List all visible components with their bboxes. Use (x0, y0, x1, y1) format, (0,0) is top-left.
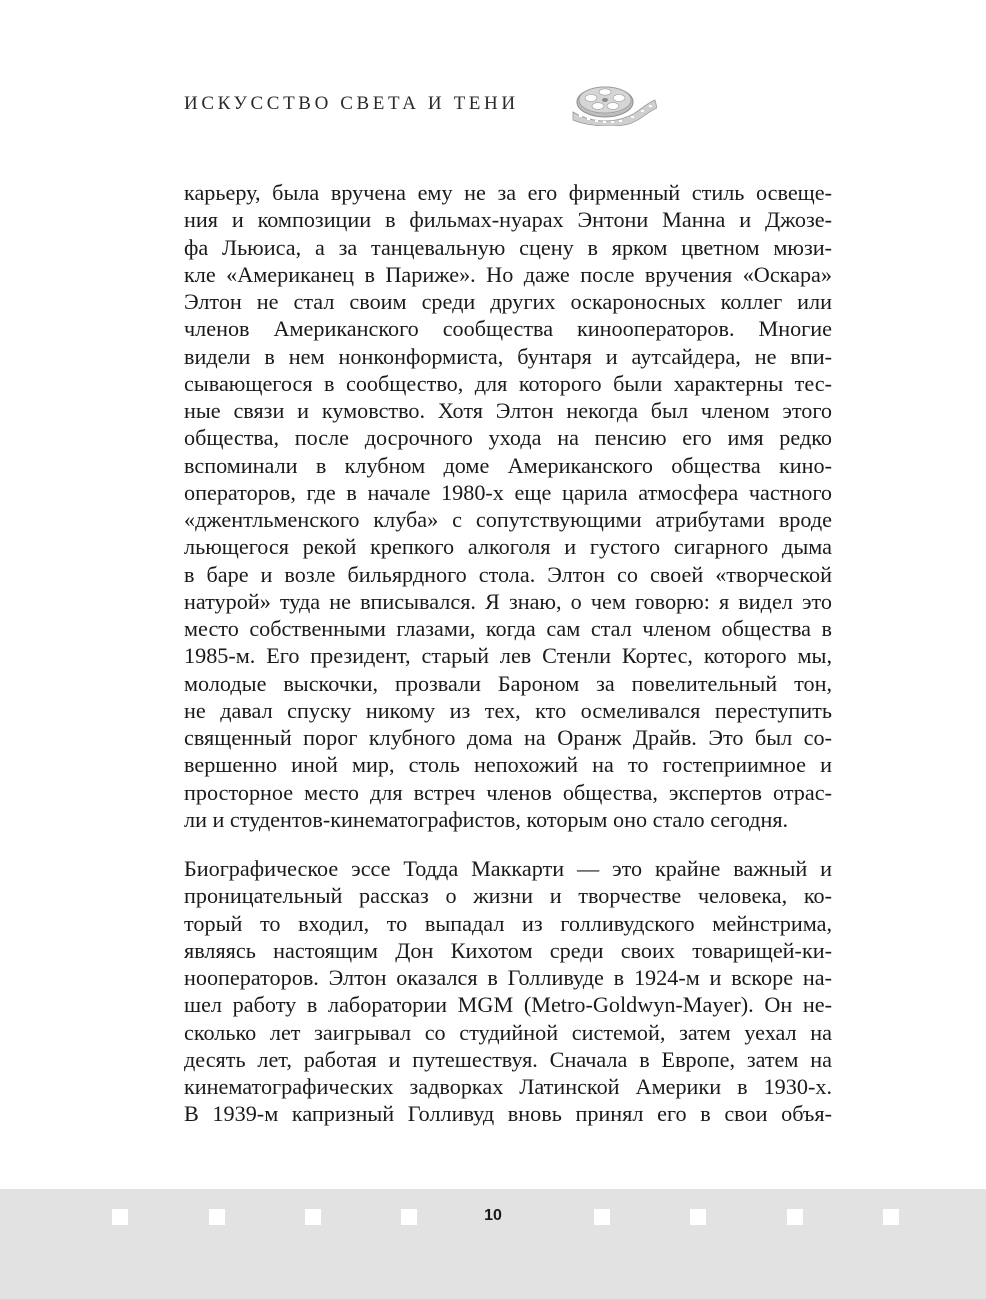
text-line: фа Льюиса, а за танцевальную сцену в ярком цветном мюзи- (184, 234, 832, 260)
text-line: нооператоров. Элтон оказался в Голливуде в 1924-м и вскоре на- (184, 965, 832, 990)
text-line: десять лет, работая и путешествуя. Сначала в Европе, затем на (184, 1046, 832, 1072)
text-line: кле «Американец в Париже». Но даже после вручения «Оскара» (184, 261, 832, 287)
text-line: шел работу в лаборатории MGM (Metro-Goldwyn-Mayer). Он не- (184, 992, 832, 1018)
text-line: вершенно иной мир, столь непохожий на то гостеприимное и (184, 752, 832, 778)
text-line: в баре и возле бильярдного стола. Элтон со своей «творческой (184, 561, 832, 587)
running-title: ИСКУССТВО СВЕТА И ТЕНИ (184, 93, 519, 114)
page-number: 10 (484, 1207, 502, 1224)
paragraph-2 (184, 855, 832, 1128)
text-line: В 1939-м капризный Голливуд вновь принял его в свои объя- (184, 1101, 832, 1127)
text-line: не давал спуску никому из тех, кто осмеливался переступить (184, 697, 832, 723)
paragraph-1 (184, 179, 832, 833)
text-line: место собственными глазами, когда сам стал членом общества в (184, 616, 832, 641)
text-line: являясь настоящим Дон Кихотом среди своих товарищей-ки- (184, 937, 832, 963)
sprocket-hole (883, 1209, 899, 1225)
text-line: проницательный рассказ о жизни и творчестве человека, ко- (184, 883, 832, 909)
text-line: ния и композиции в фильмах-нуарах Энтони Манна и Джозе- (184, 207, 832, 233)
body-text (184, 179, 832, 1128)
running-head (184, 82, 657, 126)
text-line: торый то входил, то выпадал из голливудского мейнстрима, (184, 910, 832, 936)
text-line: общества, после досрочного ухода на пенсию его имя редко (184, 425, 832, 451)
text-line: видели в нем нонконформиста, бунтаря и аутсайдера, не впи- (184, 343, 832, 369)
sprocket-hole (690, 1209, 706, 1225)
text-line: ли и студентов-кинематографистов, которым оно стало сегодня. (184, 806, 789, 832)
footer-film-strip (0, 1189, 986, 1299)
text-line: «джентльменского клуба» с сопутствующими атрибутами вроде (184, 507, 832, 532)
text-line: льющегося рекой крепкого алкоголя и густого сигарного дыма (184, 534, 832, 560)
text-line: священный порог клубного дома на Оранж Драйв. Это был со- (184, 725, 832, 750)
text-line: операторов, где в начале 1980-х еще царила атмосфера частного (184, 479, 832, 505)
film-reel-icon (571, 82, 657, 126)
text-line: Элтон не стал своим среди других оскароносных коллег или (184, 289, 832, 314)
sprocket-hole (787, 1209, 803, 1225)
text-line: сколько лет заигрывал со студийной системой, затем уехал на (184, 1019, 832, 1045)
text-line: Биографическое эссе Тодда Маккарти — это крайне важный и (184, 856, 832, 881)
text-line: сывающегося в сообщество, для которого были характерны тес- (184, 370, 832, 396)
text-line: молодые выскочки, прозвали Бароном за повелительный тон, (184, 670, 832, 696)
text-line: карьеру, была вручена ему не за его фирменный стиль освеще- (184, 180, 832, 205)
text-line: 1985-м. Его президент, старый лев Стенли Кортес, которого мы, (184, 643, 832, 669)
text-line: натурой» туда не вписывался. Я знаю, о чем говорю: я видел это (184, 588, 832, 614)
text-line: ные связи и кумовство. Хотя Элтон некогда был членом этого (184, 398, 832, 423)
text-line: членов Американского сообщества кинооператоров. Многие (184, 316, 832, 342)
text-line: кинематографических задворках Латинской Америки в 1930-х. (184, 1074, 832, 1099)
text-line: вспоминали в клубном доме Американского общества кино- (184, 452, 832, 478)
sprocket-hole (594, 1209, 610, 1225)
text-line: просторное место для встреч членов общества, экспертов отрас- (184, 779, 832, 805)
